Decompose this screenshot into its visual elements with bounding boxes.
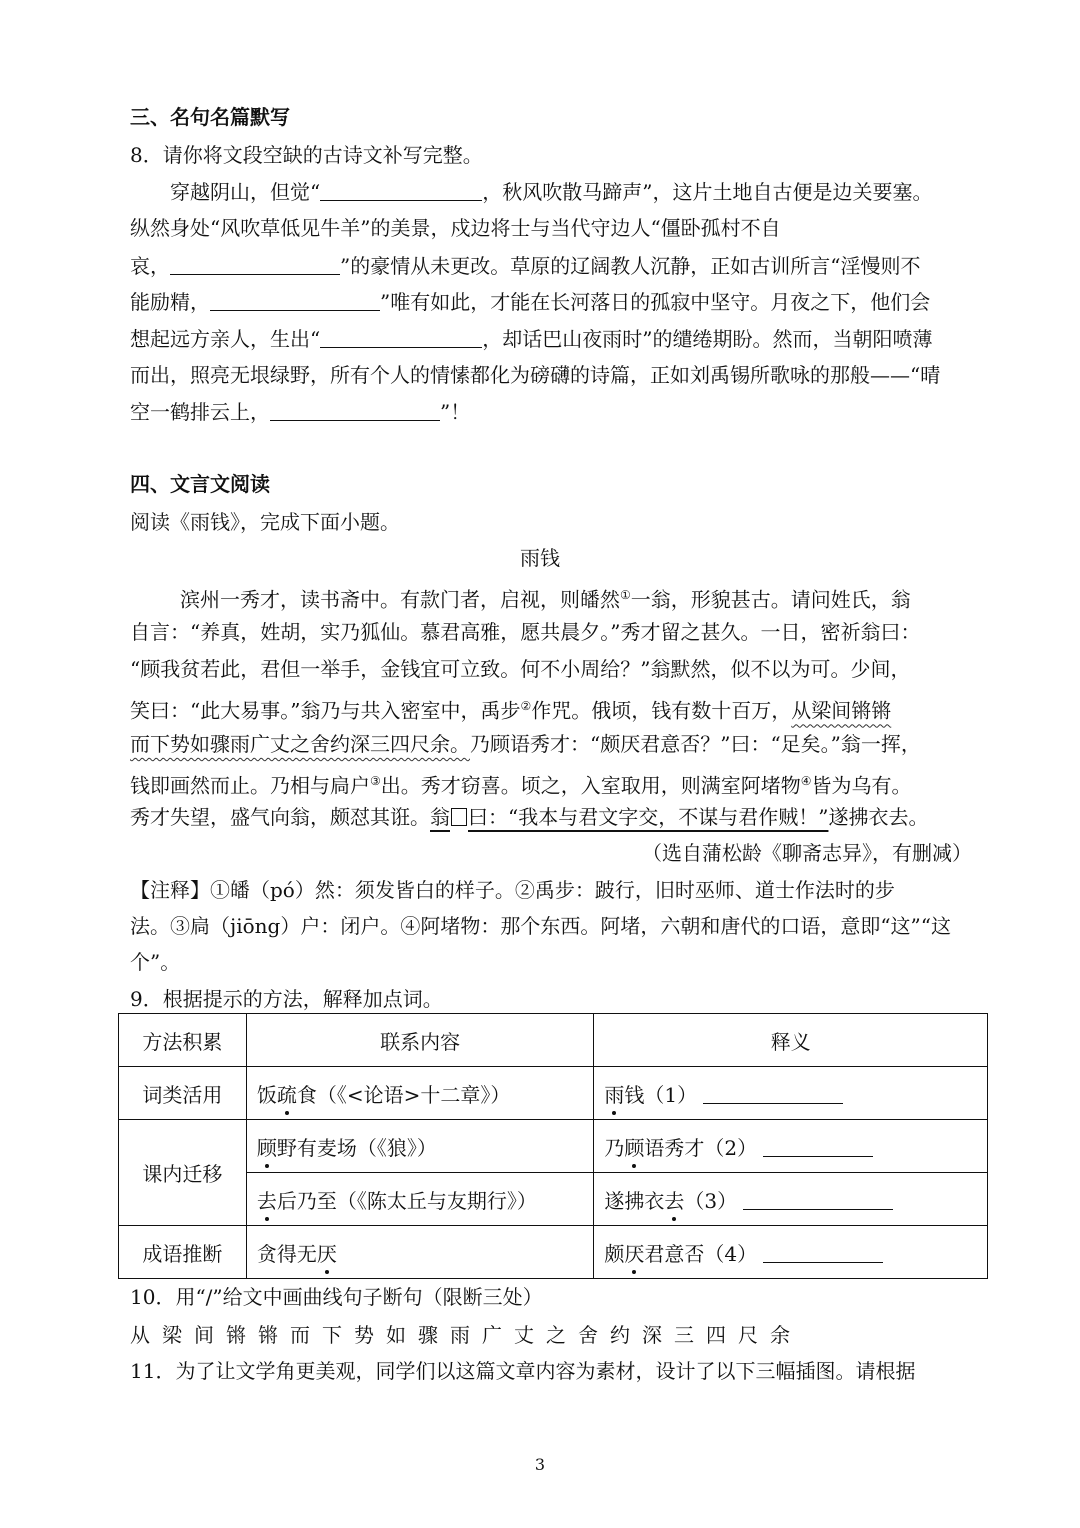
blank-5[interactable] [270,396,440,421]
note-line-2: 法。③扃（jiōng）户：闭户。④阿堵物：那个东西。阿堵，六朝和唐代的口语，意即“这”“这 [130,914,951,938]
text: 一翁，形貌甚古。请问姓氏，翁 [630,587,911,612]
classical-line-7 [130,800,990,834]
text: 秀才失望，盛气向翁，颇怼其诳。 [130,805,430,829]
wavy-sentence-end: 而下势如骤雨广丈之舍约深三四尺余。 [130,732,470,756]
passage-line-2: 纵然身处“风吹草低见牛羊”的美景，戍边将士与当代守边人“僵卧孤村不自 [130,216,781,240]
source-citation: （选自蒲松龄《聊斋志异》，有删减） [642,841,972,865]
blank-3[interactable] [210,286,380,311]
method-cell: 课内迁移 [119,1120,247,1226]
text: 皆为乌有。 [811,773,912,798]
blank-1[interactable] [320,176,482,201]
header-cell: 释义 [594,1014,988,1067]
answer-blank-2[interactable] [763,1132,873,1157]
explanation-table [118,1013,988,1279]
question-11: 11．为了让文学角更美观，同学们以这篇文章内容为素材，设计了以下三幅插图。请根据 [130,1359,916,1383]
context-cell: 贪得无厌 [246,1226,594,1279]
note-ref: ④ [800,774,812,788]
text: 遂拂衣去。 [828,805,929,829]
text: 空一鹤排云上， [130,400,270,424]
question-10: 10．用“/”给文中画曲线句子断句（限断三处） [130,1285,543,1309]
passage-line-1 [130,175,990,209]
text: ”的豪情从未更改。草原的辽阔教人沉静，正如古训所言“淫慢则不 [340,254,921,278]
missing-char-box[interactable] [451,808,467,826]
context-cell: 去后乃至（《陈太丘与友期行》） [246,1173,594,1226]
header-cell: 方法积累 [119,1014,247,1067]
answer-cell: 颇厌君意否（4） [594,1226,988,1279]
text: ”！ [440,400,471,424]
classical-line-6 [130,764,990,803]
note-ref: ② [520,699,532,713]
classical-line-4 [130,689,990,728]
method-cell: 词类活用 [119,1067,247,1120]
note-line-1: 【注释】①皤（pó）然：须发皆白的样子。②禹步：跛行，旧时巫师、道士作法时的步 [130,878,895,902]
answer-blank-1[interactable] [703,1079,843,1104]
text: 钱即画然而止。乃相与扃户 [130,773,370,798]
table-row [119,1226,988,1279]
text: ，秋风吹散马蹄声”，这片土地自古便是边关要塞。 [482,180,933,204]
text: 出。秀才窃喜。顷之，入室取用，则满室阿堵物 [380,773,801,798]
text: 穿越阴山，但觉“ [170,180,321,204]
text: ”唯有如此，才能在长河落日的孤寂中坚守。月夜之下，他们会 [380,290,931,314]
question-9: 9．根据提示的方法，解释加点词。 [130,987,443,1011]
table-row [119,1173,988,1226]
blank-4[interactable] [320,323,482,348]
table-header-row [119,1014,988,1067]
reading-intro: 阅读《雨钱》，完成下面小题。 [130,510,400,534]
text: 想起远方亲人，生出“ [130,327,321,351]
wavy-sentence-start: 从梁间锵锵 [791,698,892,723]
note-ref: ① [620,588,631,602]
text: 作咒。俄顷，钱有数十百万， [531,698,792,723]
text: 乃顾语秀才：“颇厌君意否？”曰：“足矣。”翁一挥， [470,732,921,756]
sentence-to-punctuate[interactable]: 从梁间锵锵而下势如骤雨广丈之舍约深三四尺余 [130,1323,802,1347]
classical-line-3: “顾我贫若此，君但一举手，金钱宜可立致。何不小周给？”翁默然，似不以为可。少间， [130,657,911,681]
passage-line-3 [130,249,990,283]
text: 笑曰：“此大易事。”翁乃与共入密室中，禹步 [130,698,521,723]
question-8: 8．请你将文段空缺的古诗文补写完整。 [130,143,483,167]
note-line-3: 个”。 [130,950,181,974]
page-number: 3 [534,1455,546,1474]
answer-blank-4[interactable] [763,1238,883,1263]
table-row [119,1120,988,1173]
answer-blank-3[interactable] [743,1185,893,1210]
text-title: 雨钱 [520,546,560,570]
passage-line-5 [130,322,990,356]
section3-heading: 三、名句名篇默写 [130,105,290,129]
answer-cell: 遂拂衣去（3） [594,1173,988,1226]
section4-heading: 四、文言文阅读 [130,472,270,496]
passage-line-6: 而出，照亮无垠绿野，所有个人的情愫都化为磅礴的诗篇，正如刘禹锡所歌咏的那般——“晴 [130,363,941,387]
text: 翁 [430,805,450,829]
text: ，却话巴山夜雨时”的缱绻期盼。然而，当朝阳喷薄 [482,327,933,351]
passage-line-4 [130,285,990,319]
method-cell: 成语推断 [119,1226,247,1279]
text: 曰：“我本与君文字交，不谋与君作贼！” [468,805,829,829]
context-cell: 顾野有麦场（《狼》） [246,1120,594,1173]
answer-cell: 乃顾语秀才（2） [594,1120,988,1173]
classical-line-2: 自言：“养真，姓胡，实乃狐仙。慕君高雅，愿共晨夕。”秀才留之甚久。一日，密祈翁曰： [130,620,921,644]
text: 能励精， [130,290,210,314]
passage-line-7 [130,395,990,429]
classical-line-5 [130,727,990,761]
answer-cell: 雨钱（1） [594,1067,988,1120]
header-cell: 联系内容 [246,1014,594,1067]
table-row [119,1067,988,1120]
context-cell: 饭疏食（《<论语>十二章》） [246,1067,594,1120]
blank-2[interactable] [170,250,340,275]
text: 滨州一秀才，读书斋中。有款门者，启视，则皤然 [180,587,620,612]
note-ref: ③ [370,774,381,788]
text: 哀， [130,254,170,278]
classical-line-1 [130,578,990,617]
